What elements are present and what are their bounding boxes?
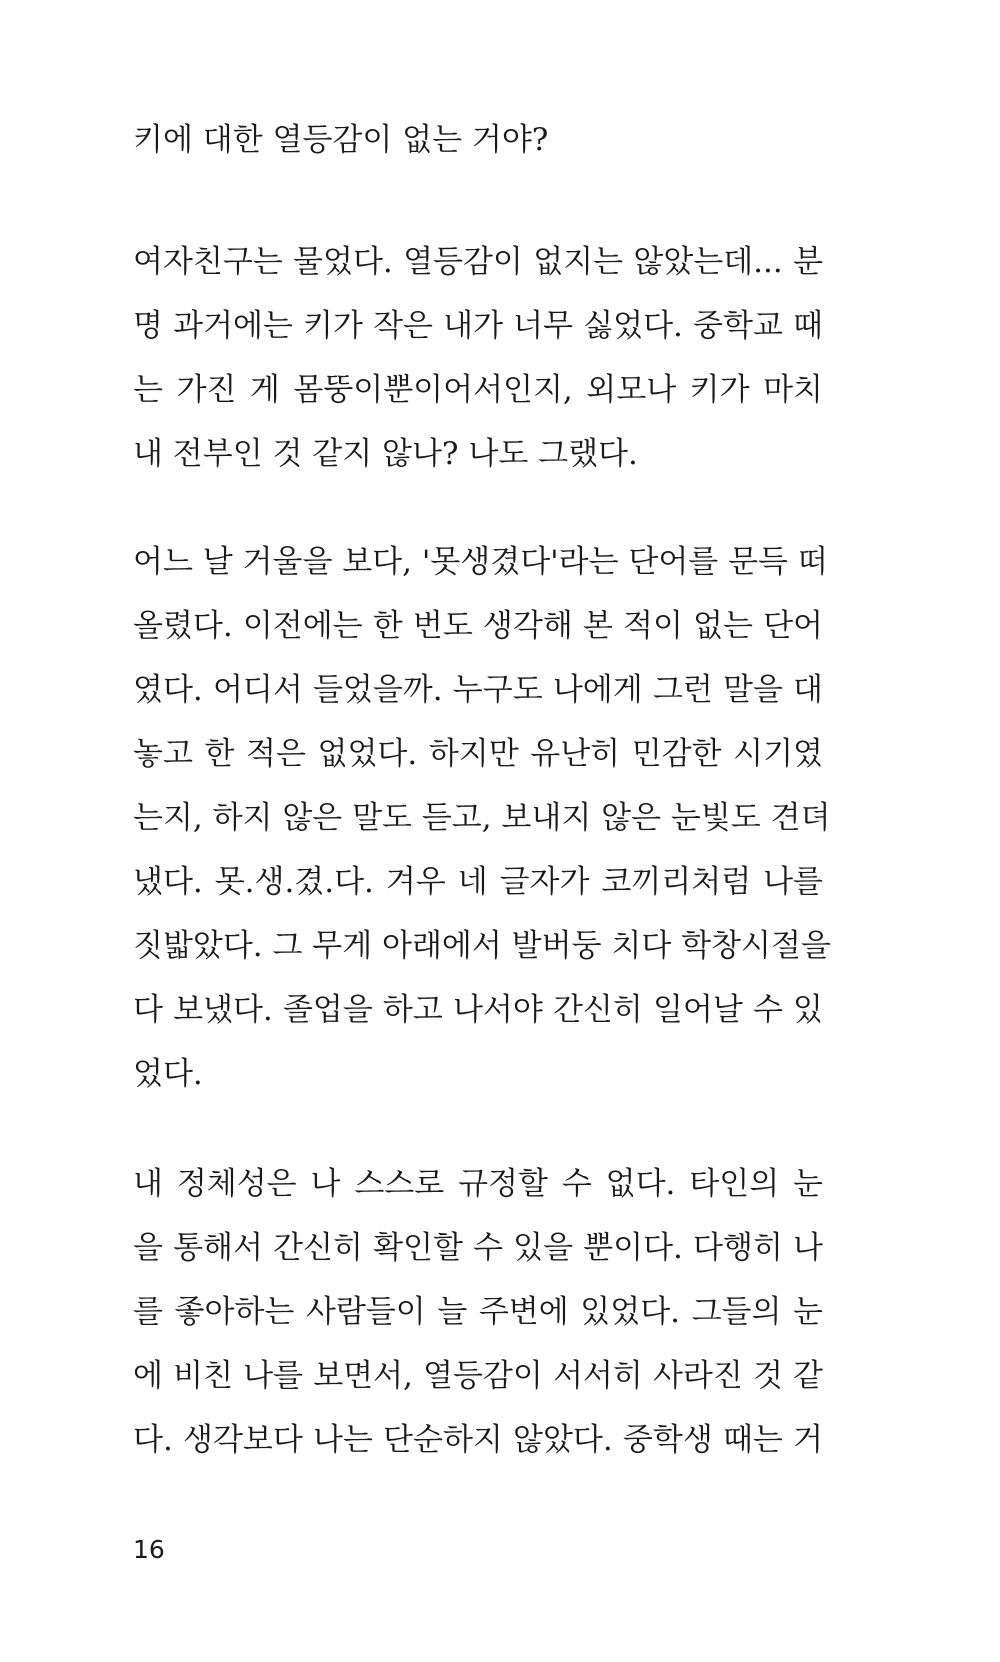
paragraph-3 xyxy=(133,530,831,1106)
text-line: 올렸다. 이전에는 한 번도 생각해 본 적이 없는 단어 xyxy=(133,608,823,644)
text-line: 키에 대한 열등감이 없는 거야? xyxy=(133,122,549,158)
text-line: 였다. 어디서 들었을까. 누구도 나에게 그런 말을 대 xyxy=(133,672,823,708)
text-line: 냈다. 못.생.겼.다. 겨우 네 글자가 코끼리처럼 나를 xyxy=(133,864,823,900)
text-line: 다 보냈다. 졸업을 하고 나서야 간신히 일어날 수 있 xyxy=(133,992,823,1028)
text-line: 내 전부인 것 같지 않나? 나도 그랬다. xyxy=(133,436,638,472)
text-line: 는지, 하지 않은 말도 듣고, 보내지 않은 눈빛도 견뎌 xyxy=(133,800,831,836)
text-line: 짓밟았다. 그 무게 아래에서 발버둥 치다 학창시절을 xyxy=(133,928,831,964)
text-line: 여자친구는 물었다. 열등감이 없지는 않았는데... 분 xyxy=(133,244,823,280)
text-line: 명 과거에는 키가 작은 내가 너무 싫었다. 중학교 때 xyxy=(133,308,823,344)
text-line: 를 좋아하는 사람들이 늘 주변에 있었다. 그들의 눈 xyxy=(133,1294,823,1330)
text-line: 내 정체성은 나 스스로 규정할 수 없다. 타인의 눈 xyxy=(133,1166,823,1202)
text-line: 에 비친 나를 보면서, 열등감이 서서히 사라진 것 같 xyxy=(133,1358,823,1394)
text-line: 다. 생각보다 나는 단순하지 않았다. 중학생 때는 거 xyxy=(133,1422,823,1458)
page-number: 16 xyxy=(133,1535,165,1564)
paragraph-4 xyxy=(133,1152,823,1472)
paragraph-2 xyxy=(133,230,823,486)
text-line: 놓고 한 적은 없었다. 하지만 유난히 민감한 시기였 xyxy=(133,736,823,772)
text-line: 어느 날 거울을 보다, '못생겼다'라는 단어를 문득 떠 xyxy=(133,544,828,580)
paragraph-1 xyxy=(133,108,823,172)
text-line: 을 통해서 간신히 확인할 수 있을 뿐이다. 다행히 나 xyxy=(133,1230,823,1266)
text-line: 었다. xyxy=(133,1056,203,1092)
text-line: 는 가진 게 몸뚱이뿐이어서인지, 외모나 키가 마치 xyxy=(133,372,823,408)
